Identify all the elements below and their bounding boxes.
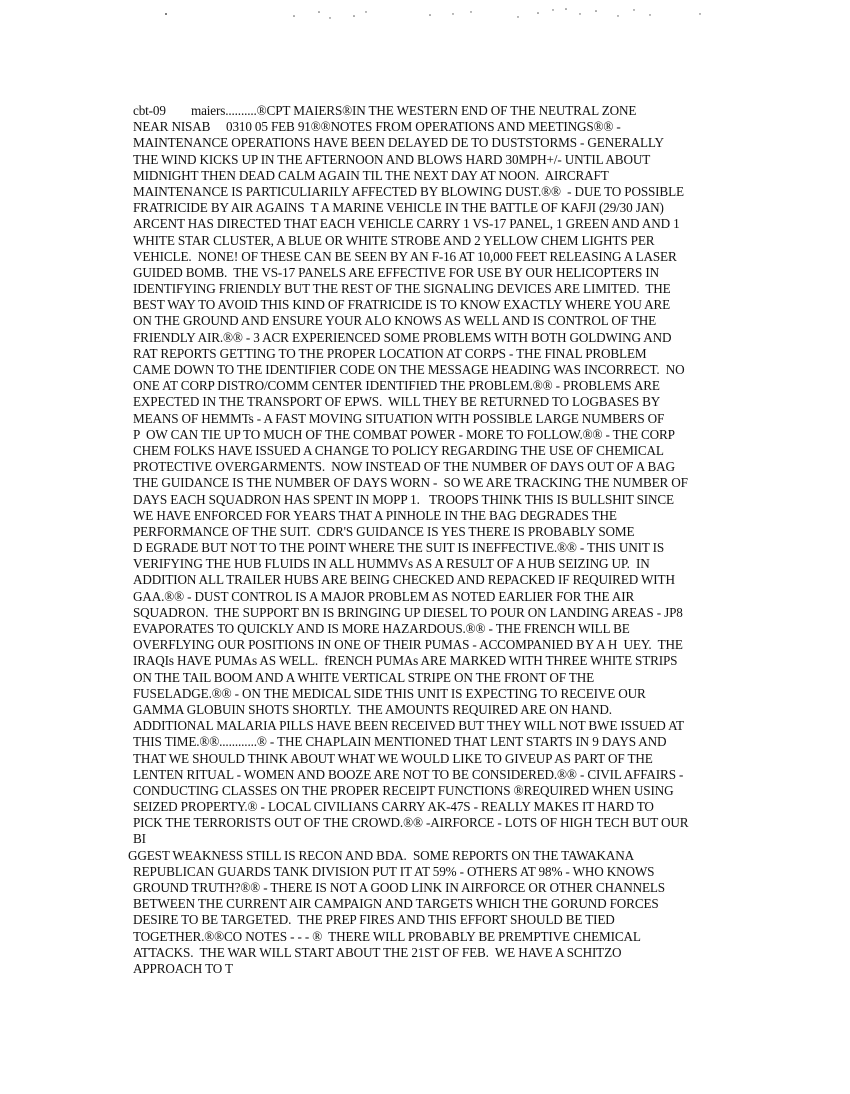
text-line: VERIFYING THE HUB FLUIDS IN ALL HUMMVs AS A RESULT OF A HUB SEIZING UP. IN — [133, 556, 650, 572]
text-line: ADDITION ALL TRAILER HUBS ARE BEING CHECKED AND REPACKED IF REQUIRED WITH — [133, 572, 675, 588]
text-line: BETWEEN THE CURRENT AIR CAMPAIGN AND TARGETS WHICH THE GORUND FORCES — [133, 896, 659, 912]
text-line: ARCENT HAS DIRECTED THAT EACH VEHICLE CARRY 1 VS-17 PANEL, 1 GREEN AND AND 1 — [133, 216, 680, 232]
text-line: GUIDED BOMB. THE VS-17 PANELS ARE EFFECTIVE FOR USE BY OUR HELICOPTERS IN — [133, 264, 659, 280]
text-line: BI — [133, 831, 146, 847]
text-line: IRAQIs HAVE PUMAs AS WELL. fRENCH PUMAs ARE MARKED WITH THREE WHITE STRIPS — [133, 653, 678, 669]
text-line: FUSELADGE.®® - ON THE MEDICAL SIDE THIS UNIT IS EXPECTING TO RECEIVE OUR — [133, 685, 646, 701]
text-line: THAT WE SHOULD THINK ABOUT WHAT WE WOULD LIKE TO GIVEUP AS PART OF THE — [133, 750, 653, 766]
text-line: IDENTIFYING FRIENDLY BUT THE REST OF THE SIGNALING DEVICES ARE LIMITED. THE — [133, 281, 671, 297]
text-line: ATTACKS. THE WAR WILL START ABOUT THE 21ST OF FEB. WE HAVE A SCHITZO — [133, 944, 622, 960]
text-line: WE HAVE ENFORCED FOR YEARS THAT A PINHOLE IN THE BAG DEGRADES THE — [133, 507, 617, 523]
text-line: RAT REPORTS GETTING TO THE PROPER LOCATION AT CORPS - THE FINAL PROBLEM — [133, 345, 647, 361]
text-line: MEANS OF HEMMTs - A FAST MOVING SITUATION WITH POSSIBLE LARGE NUMBERS OF — [133, 410, 665, 426]
text-line: OVERFLYING OUR POSITIONS IN ONE OF THEIR PUMAS - ACCOMPANIED BY A H UEY. THE — [133, 637, 683, 653]
text-line: FRATRICIDE BY AIR AGAINS T A MARINE VEHICLE IN THE BATTLE OF KAFJI (29/30 JAN) — [133, 200, 664, 216]
text-line: WHITE STAR CLUSTER, A BLUE OR WHITE STROBE AND 2 YELLOW CHEM LIGHTS PER — [133, 232, 655, 248]
text-line: PICK THE TERRORISTS OUT OF THE CROWD.®® -AIRFORCE - LOTS OF HIGH TECH BUT OUR — [133, 815, 689, 831]
text-line: GGEST WEAKNESS STILL IS RECON AND BDA. SOME REPORTS ON THE TAWAKANA — [128, 847, 634, 863]
text-line: DAYS EACH SQUADRON HAS SPENT IN MOPP 1. TROOPS THINK THIS IS BULLSHIT SINCE — [133, 491, 674, 507]
text-line: CHEM FOLKS HAVE ISSUED A CHANGE TO POLICY REGARDING THE USE OF CHEMICAL — [133, 442, 664, 458]
text-line: D EGRADE BUT NOT TO THE POINT WHERE THE SUIT IS INEFFECTIVE.®® - THIS UNIT IS — [133, 540, 665, 556]
text-line: TOGETHER.®®CO NOTES - - - ® THERE WILL PROBABLY BE PREMPTIVE CHEMICAL — [133, 928, 641, 944]
text-line: NEAR NISAB 0310 05 FEB 91®®NOTES FROM OPERATIONS AND MEETINGS®® - — [133, 119, 621, 135]
text-line: EVAPORATES TO QUICKLY AND IS MORE HAZARDOUS.®® - THE FRENCH WILL BE — [133, 621, 630, 636]
text-line: SQUADRON. THE SUPPORT BN IS BRINGING UP DIESEL TO POUR ON LANDING AREAS - JP8 — [133, 604, 683, 620]
text-line: SEIZED PROPERTY.® - LOCAL CIVILIANS CARRY AK-47S - REALLY MAKES IT HARD TO — [133, 799, 654, 815]
text-line: FRIENDLY AIR.®® - 3 ACR EXPERIENCED SOME PROBLEMS WITH BOTH GOLDWING AND — [133, 329, 672, 345]
text-line: REPUBLICAN GUARDS TANK DIVISION PUT IT AT 59% - OTHERS AT 98% - WHO KNOWS — [133, 863, 655, 879]
text-line: MAINTENANCE OPERATIONS HAVE BEEN DELAYED DE TO DUSTSTORMS - GENERALLY — [133, 135, 664, 151]
text-line: CAME DOWN TO THE IDENTIFIER CODE ON THE MESSAGE HEADING WAS INCORRECT. NO — [133, 362, 685, 377]
document-body — [128, 103, 738, 977]
text-line: EXPECTED IN THE TRANSPORT OF EPWS. WILL THEY BE RETURNED TO LOGBASES BY — [133, 394, 661, 410]
text-line: ON THE TAIL BOOM AND A WHITE VERTICAL STRIPE ON THE FRONT OF THE — [133, 669, 594, 685]
text-line: cbt-09 maiers..........®CPT MAIERS®IN THE WESTERN END OF THE NEUTRAL ZONE — [133, 103, 637, 118]
text-line: APPROACH TO T — [133, 960, 233, 976]
text-line: BEST WAY TO AVOID THIS KIND OF FRATRICIDE IS TO KNOW EXACTLY WHERE YOU ARE — [133, 297, 671, 313]
text-line: ADDITIONAL MALARIA PILLS HAVE BEEN RECEIVED BUT THEY WILL NOT BWE ISSUED AT — [133, 718, 684, 734]
text-line: DESIRE TO BE TARGETED. THE PREP FIRES AND THIS EFFORT SHOULD BE TIED — [133, 912, 615, 928]
text-line: P OW CAN TIE UP TO MUCH OF THE COMBAT POWER - MORE TO FOLLOW.®® - THE CORP — [133, 426, 675, 442]
text-line: MIDNIGHT THEN DEAD CALM AGAIN TIL THE NEXT DAY AT NOON. AIRCRAFT — [133, 167, 609, 183]
text-line: THIS TIME.®®............® - THE CHAPLAIN MENTIONED THAT LENT STARTS IN 9 DAYS AND — [133, 734, 667, 750]
text-line: ON THE GROUND AND ENSURE YOUR ALO KNOWS AS WELL AND IS CONTROL OF THE — [133, 313, 657, 329]
text-line: LENTEN RITUAL - WOMEN AND BOOZE ARE NOT TO BE CONSIDERED.®® - CIVIL AFFAIRS - — [133, 766, 684, 782]
text-line: CONDUCTING CLASSES ON THE PROPER RECEIPT FUNCTIONS ®REQUIRED WHEN USING — [133, 782, 674, 798]
text-line: GAMMA GLOBUIN SHOTS SHORTLY. THE AMOUNTS REQUIRED ARE ON HAND. — [133, 701, 612, 717]
text-line: ONE AT CORP DISTRO/COMM CENTER IDENTIFIED THE PROBLEM.®® - PROBLEMS ARE — [133, 378, 660, 394]
text-line: MAINTENANCE IS PARTICULIARILY AFFECTED BY BLOWING DUST.®® - DUE TO POSSIBLE — [133, 183, 684, 199]
text-line: GROUND TRUTH?®® - THERE IS NOT A GOOD LINK IN AIRFORCE OR OTHER CHANNELS — [133, 880, 665, 895]
scan-noise-specks — [0, 0, 850, 40]
text-line: PROTECTIVE OVERGARMENTS. NOW INSTEAD OF THE NUMBER OF DAYS OUT OF A BAG — [133, 459, 675, 475]
text-line: THE WIND KICKS UP IN THE AFTERNOON AND BLOWS HARD 30MPH+/- UNTIL ABOUT — [133, 151, 651, 167]
text-line: GAA.®® - DUST CONTROL IS A MAJOR PROBLEM AS NOTED EARLIER FOR THE AIR — [133, 588, 635, 604]
text-line: THE GUIDANCE IS THE NUMBER OF DAYS WORN - SO WE ARE TRACKING THE NUMBER OF — [133, 475, 688, 491]
text-line: VEHICLE. NONE! OF THESE CAN BE SEEN BY AN F-16 AT 10,000 FEET RELEASING A LASER — [133, 248, 677, 264]
text-line: PERFORMANCE OF THE SUIT. CDR'S GUIDANCE IS YES THERE IS PROBABLY SOME — [133, 523, 635, 539]
